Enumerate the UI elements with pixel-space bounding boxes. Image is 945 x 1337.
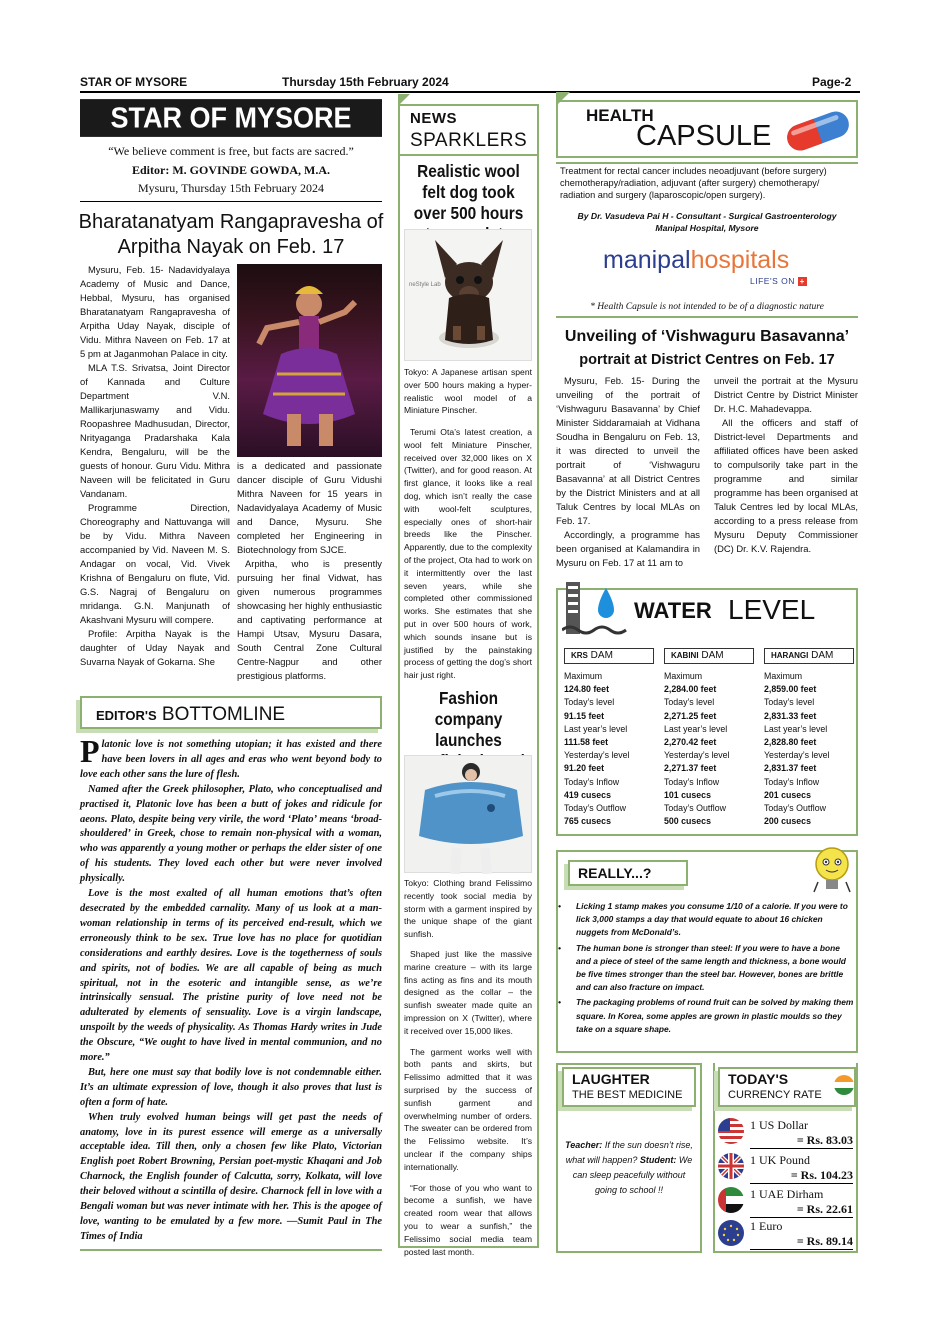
paragraph: Named after the Greek philosopher, Plato, who conceptualised and practised it, Platonic love has been a butt of jokes and ridicule for aeons. Plato, despite being very virile, the word ‘Plato’ means ‘broad-shouldered’ in Greek, chose to remain non-physical with a woman, who was apparently a young mother or perhaps the elder sister of one of his students. They loved each other but were never involved physically. [80,783,382,885]
label-water: WATER [634,598,712,623]
label: Today’s Outflow [764,803,826,814]
speaker-label: Student: [639,1155,677,1165]
dam-header-krs [564,648,654,664]
divider [80,1249,382,1251]
label: Today’s level [664,697,715,708]
main-article-col2 [237,459,382,683]
logo-part: hospitals [690,246,790,274]
dam-suffix: DAM [811,650,834,661]
main-article-col1 [80,263,230,669]
label: Last year’s level [764,723,828,734]
label-best-medicine: THE BEST MEDICINE [572,1089,683,1101]
label: Maximum [564,671,603,681]
corner-decoration [556,92,570,106]
label-currency-rate: CURRENCY RATE [728,1089,822,1101]
list-item: • Licking 1 stamp makes you consume 1/10 of a calorie. If you were to lick 3,000 stamps a day that would equate to about 16 chicken nuggets from McDonald’s. [558,901,848,938]
value: 2,831.37 feet [764,763,817,774]
label-news: NEWS [410,110,457,127]
paragraph: Shaped just like the massive marine creature – with its large fins acting as fins and its mouth designed as the collar – the sunfish sweater made quite an impression on X (Twitter), where it received over 15,000 likes. [404,949,532,1036]
label: Yesterday’s level [764,750,830,761]
basavanna-title-line2: portrait at District Centres on Feb. 17 [579,352,835,368]
paragraph: “For those of you who want to become a sunfish, we have created room wear that allows you to wear a sunfish,” the Felissimo social media team posted last month. [404,1182,532,1257]
logo-part: manipal [603,246,691,274]
currency-value: = Rs. 89.14 [750,1234,853,1250]
value: 91.20 feet [564,763,605,774]
currency-unit: 1 US Dollar [750,1118,808,1132]
dam-name: KABINI [671,651,699,660]
paragraph: When truly evolved human beings will get past the needs of anatomy, love in its purest essence will emerge as a universally acceptable idea. Till then, only a chosen few like Plato, Victorian English poet Robert Browning, Persian poet-mystic Khaqani and Job Charnock, the English founder of Calcutta, sorry, Kolkata, will love their beloved without a scintilla of desire. Charnock fell in love with a Bengali woman but was never intimate with her. This is the apogee of love, wanting to be emulated by a few more. —Sumit Paul in The Times of India [80,1111,382,1242]
water-gauge-icon [562,580,632,640]
editors-bottomline-label [80,696,382,729]
manipal-logo [603,246,789,274]
dancer-photo [237,264,382,457]
basavanna-col1 [556,374,700,570]
paragraph: unveil the portrait at the Mysuru District Centre by District Minister Dr. H.C. Mahadevappa. [714,375,858,414]
joke-line: If the sun doesn’t rise, what will happen? [565,1140,693,1165]
header-rule [80,91,860,93]
paragraph: Mysuru, Feb. 15- During the unveiling of the portrait of ‘Vishwaguru Basavanna’ by Chief Minister Siddaramaiah at Vidhana Soudha in Bengaluru on Feb. 13, it was directed to unveil the portrait of ‘Vishwaguru Basavanna’ at all District Centres by the District Ministers and at all Taluk Centres by local MLAs on Feb. 17. [556,375,700,526]
fact-text: The packaging problems of round fruit can be solved by making them square. In Korea, some apples are grown in plastic moulds so they take on a square shape. [576,997,854,1034]
dam-name: KRS [571,651,588,660]
story2-body [404,948,532,1258]
paragraph: Programme Direction, Choreography and Nattuvanga will be by Vidu. Mithra Naveen accompanied by Vid. Naveen M. S. Andagar on vocal, Vid. Vivek Krishna of Bengaluru on flute, Vid. G.S. Nagraj of Bengaluru on mridanga. G.N. Manjunath of Akashvani Mysuru will compere. [80,502,230,625]
currency-unit: 1 UAE Dirham [750,1187,824,1201]
paragraph: All the officers and staff of District-level Departments and affiliated offices have been asked to compulsorily take part in the programme and similar programme has been organised at Taluk Centres led by local MLAs, according to a press release from Mysuru Deputy Commissioner (DC) Dr. K.V. Rajendra. [714,417,858,554]
story2-title: Fashion company launches [434,688,503,750]
joke-text [562,1138,696,1198]
header-paper-name: STAR OF MYSORE [80,75,188,89]
laughter-label [562,1067,696,1107]
label-level: LEVEL [728,594,816,625]
currency-value: = Rs. 104.23 [750,1168,853,1184]
value: 111.58 feet [564,737,609,748]
joke-line: We can sleep peacefully without going to school !! [572,1155,693,1195]
dam-header-kabini [664,648,754,664]
value: 2,859.00 feet [764,684,817,695]
health-capsule-text: Treatment for rectal cancer includes neoadjuvant (before surgery) chemotherapy/radiation, adjuvant (after surgery) chemotherapy/ radiation and surgery (laparoscopic/open surgery). [560,166,827,201]
masthead-title: STAR OF MYSORE [80,99,382,137]
paragraph: Profile: Arpitha Nayak is the daughter of Uday Nayak and Suvarna Nayak of Gokarna. She [80,628,230,667]
dam-suffix: DAM [590,650,613,661]
paragraph: Arpitha, who is presently pursuing her final Vidwat, has given numerous programmes showcasing her highly enthusiastic and captivating performance at Hampi Utsav, Mysuru Dasara, South Central Zone Cultural Centre-Nagpur and other prestigious platforms. [237,558,382,681]
us-flag-icon [718,1118,744,1144]
wool-dog-photo [404,229,532,361]
divider [556,316,858,318]
value: 2,284.00 feet [664,684,717,695]
editors-bottomline-text [80,733,382,1245]
fact-text: The human bone is stronger than steel: If you were to have a bone and a piece of steel of the same length and thickness, a bone would be five times stronger than the steel bar. However, bones are brittle and can also fracture on impact. [576,942,846,993]
plus-icon: + [799,277,805,286]
paragraph: latonic love is not something utopian; it has existed and there have been lovers in all ages and eras who went beyond body to love each other sans the lure of flesh. [80,739,382,780]
dam-data-harangi [764,670,856,828]
label: Today’s level [764,697,815,708]
really-label: REALLY...? [568,860,688,886]
dam-data-krs [564,670,659,828]
health-byline-hospital: Manipal Hospital, Mysore [655,223,759,233]
paragraph: Accordingly, a programme has been organised at Kalamandira in Mysuru on Feb. 17 at 11 am to [556,529,700,568]
lightbulb-icon [810,844,854,896]
pill-icon [778,108,858,154]
masthead-dateline: Mysuru, Thursday 15th February 2024 [137,181,325,195]
list-item: • The human bone is stronger than steel: If you were to have a bone and a piece of steel of the same length and thickness, a bone would be five times stronger than the steel bar. However, bones are brittle and can also fracture on impact. [558,942,846,993]
label: Today’s Inflow [764,776,820,787]
label: Today’s Inflow [564,776,620,787]
tagline-text: LIFE'S ON [750,276,795,286]
label-capsule: CAPSULE [636,120,772,152]
label: Today’s Outflow [664,803,726,814]
label: Yesterday’s level [664,750,730,761]
value: 2,271.37 feet [664,763,717,774]
paragraph: But, here one must say that bodily love is not condemnable either. It’s an ultimate expression of love, though it also proves that lust is often a form of hate. [80,1066,382,1108]
dam-name: HARANGI [771,651,809,660]
currency-unit: 1 Euro [750,1219,783,1233]
masthead-editor: Editor: M. GOVINDE GOWDA, M.A. [132,163,330,177]
uk-flag-icon [718,1153,744,1179]
currency-label [718,1067,856,1107]
story1-body: Terumi Ota’s latest creation, a wool felt Miniature Pinscher, received over 32,000 likes on X (Twitter), and for good reason. At first glance, it looks like a real dog, which isn’t really the case with wool-felt sculptures, especially ones of short-hair breeds like the Pinscher. Apparently, due to the complexity of the project, Ota had to work on it intermittently over the last seven years, while she completed other commissioned works. She estimates that she put in over 500 hours of work, which sounds insane but is justified by the painstaking process of getting the dog’s short hair just right. [404,427,532,681]
label: Today’s level [564,697,615,708]
label-health: HEALTH [586,106,654,125]
label: Maximum [764,671,803,681]
sunfish-sweater-photo [404,755,532,873]
paragraph: The garment works well with both pants and skirts, but Felissimo admitted that it was surprised by the success of sunfish garment and overwhelming number of orders. The sweater can be ordered from the Felissimo website. It’s unclear if the company ships internationally. [404,1046,532,1172]
label-bold: EDITOR'S [96,708,157,723]
masthead-rule [80,201,382,202]
label: Last year’s level [564,723,628,734]
currency-value: = Rs. 22.61 [750,1202,853,1218]
header-date: Thursday 15th February 2024 [282,75,449,89]
label: Last year’s level [664,723,728,734]
value: 2,828.80 feet [764,737,817,748]
label: Maximum [664,671,703,681]
speaker-label: Teacher: [565,1140,603,1150]
value: 2,831.33 feet [764,710,817,721]
label-laughter: LAUGHTER [572,1071,650,1087]
value: 91.15 feet [564,710,605,721]
dam-suffix: DAM [701,650,724,661]
eu-flag-icon [718,1220,744,1246]
story1-caption: Tokyo: A Japanese artisan spent over 500 hours making a hyper-realistic wool model of a Miniature Pinscher. [404,367,532,416]
masthead-motto: “We believe comment is free, but facts are sacred.” [108,144,354,158]
divider [556,162,858,164]
label: Today’s Outflow [564,803,626,814]
value: 2,270.42 feet [664,737,717,748]
label: Yesterday’s level [564,750,630,761]
label-todays: TODAY'S [728,1071,789,1087]
basavanna-title-line1: Unveiling of ‘Vishwaguru Basavanna’ [564,328,850,345]
value: 765 cusecs [564,816,611,827]
story1-title: Realistic wool felt dog took over 500 hours [413,161,524,223]
paragraph: Love is the most exalted of all human emotions that’s often desecrated by the embedded carnality. Many of us look at a man-woman relationship in terms of its perceived end-result, which we erroneously think to be sex. True love has no place for quotidian considerations and earthly desires. Love is the togetherness of souls and spirits, not of bodies. We are all capable of being as much spiritual, not in the esoteric and intangible sense, as we’re intrinsically sensual. The pristine purity of love need not be adulterated by elements of sensuality. Love is a virgin landscape, unspoilt by the weeds of physicality. As Thomas Hardy writes in Jude the Obscure, “We ought to have lived in mental communion, and no more.” [80,888,382,1064]
fact-text: Licking 1 stamp makes you consume 1/10 of a calorie. If you were to lick 3,000 stamps a day that would equate to about 16 chicken nuggets from McDonald’s. [576,901,848,938]
basavanna-col2 [714,374,858,556]
paragraph: MLA T.S. Srivatsa, Joint Director of Kannada and Culture Department V.N. Mallikarjunaswamy and Vidu. Roopashree Madhusudan, Director, Nrityaganga Pradarshaka Kala Kendra, Bengaluru, will be the guests of honour. Guru Vidu. Mithra Naveen will be felicitated in Guru Vandanam. [80,362,230,499]
logo-tagline [750,276,807,286]
uae-flag-icon [718,1187,744,1213]
label: Today’s Inflow [664,776,720,787]
paragraph: is a dedicated and passionate dancer disciple of Guru Vidushi Mithra Naveen for 15 years in Nadavidyalaya Academy of Music and Dance, Mysuru. She completed her Engineering in Biotechnology from SJCE. [237,460,382,555]
photo-credit: neStyle Lab [409,282,441,288]
label-rest: BOTTOMLINE [161,704,286,725]
value: 200 cusecs [764,816,811,827]
header-page: Page-2 [812,75,852,89]
dam-header-harangi [764,648,854,664]
value: 2,271.25 feet [664,710,717,721]
value: 419 cusecs [564,789,611,800]
news-sparklers-label [398,104,539,156]
health-byline: By Dr. Vasudeva Pai H - Consultant - Surgical Gastroenterology [577,211,837,221]
health-disclaimer: * Health Capsule is not intended to be of a diagnostic nature [590,301,824,312]
currency-unit: 1 UK Pound [750,1153,811,1167]
main-article-title: Bharatanatyam Rangapravesha of Arpitha Nayak on Feb. 17 [78,211,384,258]
value: 101 cusecs [664,789,711,800]
corner-decoration [398,94,410,106]
currency-value: = Rs. 83.03 [750,1133,853,1149]
value: 500 cusecs [664,816,711,827]
story2-caption: Tokyo: Clothing brand Felissimo recently took social media by storm with a garment inspired by the unique shape of the giant sunfish. [404,878,532,940]
dam-data-kabini [664,670,759,828]
list-item: • The packaging problems of round fruit can be solved by making them square. In Korea, some apples are grown in plastic moulds so they take on a square shape. [558,997,854,1034]
value: 201 cusecs [764,789,811,800]
label-sparklers: SPARKLERS [410,130,528,151]
india-flag-icon [834,1075,854,1095]
value: 124.80 feet [564,684,609,695]
really-list [558,900,856,1036]
drop-cap: P [80,733,100,769]
paragraph: Mysuru, Feb. 15- Nadavidyalaya Academy of Music and Dance, Hebbal, Mysuru, has organised Bharatanatyam Rangapravesha of Arpitha Uday Nayak, disciple of Vidu. Mithra Naveen on Feb. 17 at 5 pm at Jaganmohan Palace in city. [80,264,230,359]
